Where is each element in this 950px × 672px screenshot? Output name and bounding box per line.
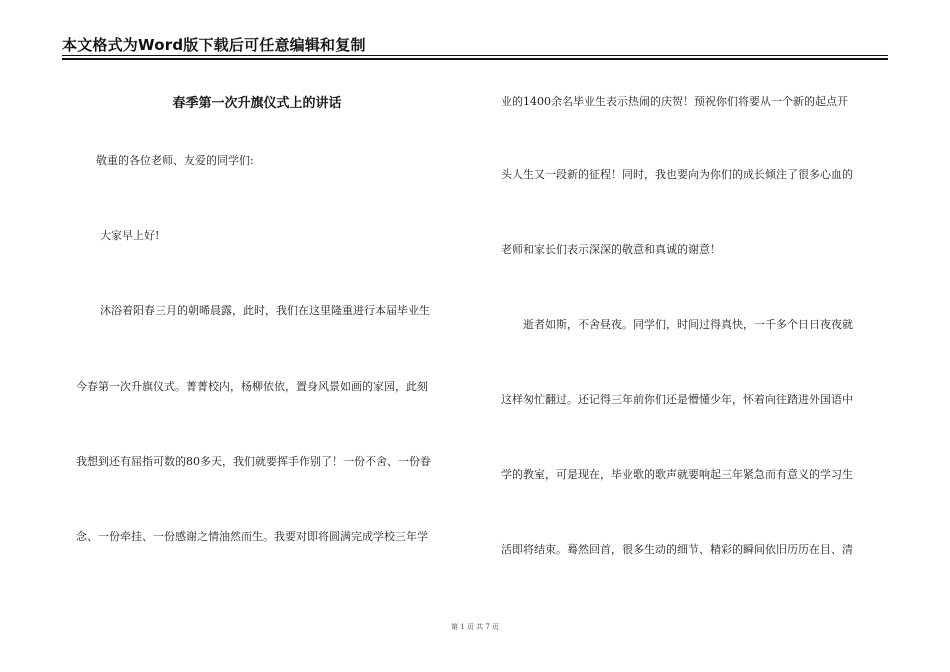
page-footer: 第 1 页 共 7 页 <box>450 623 500 631</box>
document-title: 春季第一次升旗仪式上的讲话 <box>172 96 342 111</box>
paragraph-line: 学的教室，可是现在，毕业歌的歌声就要响起三年紧急而有意义的学习生 <box>501 468 853 481</box>
paragraph-line: 老师和家长们表示深深的敬意和真诚的谢意！ <box>501 243 721 256</box>
header-rule-thick <box>62 58 888 60</box>
paragraph-line: 业的1400余名毕业生表示热闹的庆贺！预祝你们将要从一个新的起点开 <box>501 95 848 108</box>
paragraph-line: 这样匆忙翻过。还记得三年前你们还是懵懂少年，怀着向往踏进外国语中 <box>501 393 853 406</box>
paragraph-line: 今春第一次升旗仪式。菁菁校内，杨柳依依，置身风景如画的家园，此刻 <box>76 380 428 393</box>
paragraph-line: 我想到还有屈指可数的80多天，我们就要挥手作别了！一份不舍、一份眷 <box>76 455 431 468</box>
paragraph-line: 敬重的各位老师、友爱的同学们: <box>96 154 254 167</box>
paragraph-line: 大家早上好! <box>100 229 160 242</box>
paragraph-line: 逝者如斯，不舍昼夜。同学们，时间过得真快，一千多个日日夜夜就 <box>523 318 853 331</box>
header-banner: 本文格式为Word版下载后可任意编辑和复制 <box>62 36 366 54</box>
paragraph-line: 头人生又一段新的征程！同时，我也要向为你们的成长倾注了很多心血的 <box>501 168 853 181</box>
paragraph-line: 沐浴着阳春三月的朝晞晨露，此时，我们在这里隆重进行本届毕业生 <box>100 304 430 317</box>
right-column <box>499 62 889 622</box>
paragraph-line: 念、一份牵挂、一份感谢之情油然而生。我要对即将圆满完成学校三年学 <box>76 530 428 543</box>
header-rule-thin <box>62 55 888 56</box>
paragraph-line: 活即将结束。蓦然回首，很多生动的细节、精彩的瞬间依旧历历在目、清 <box>501 543 853 556</box>
left-column <box>62 62 452 622</box>
